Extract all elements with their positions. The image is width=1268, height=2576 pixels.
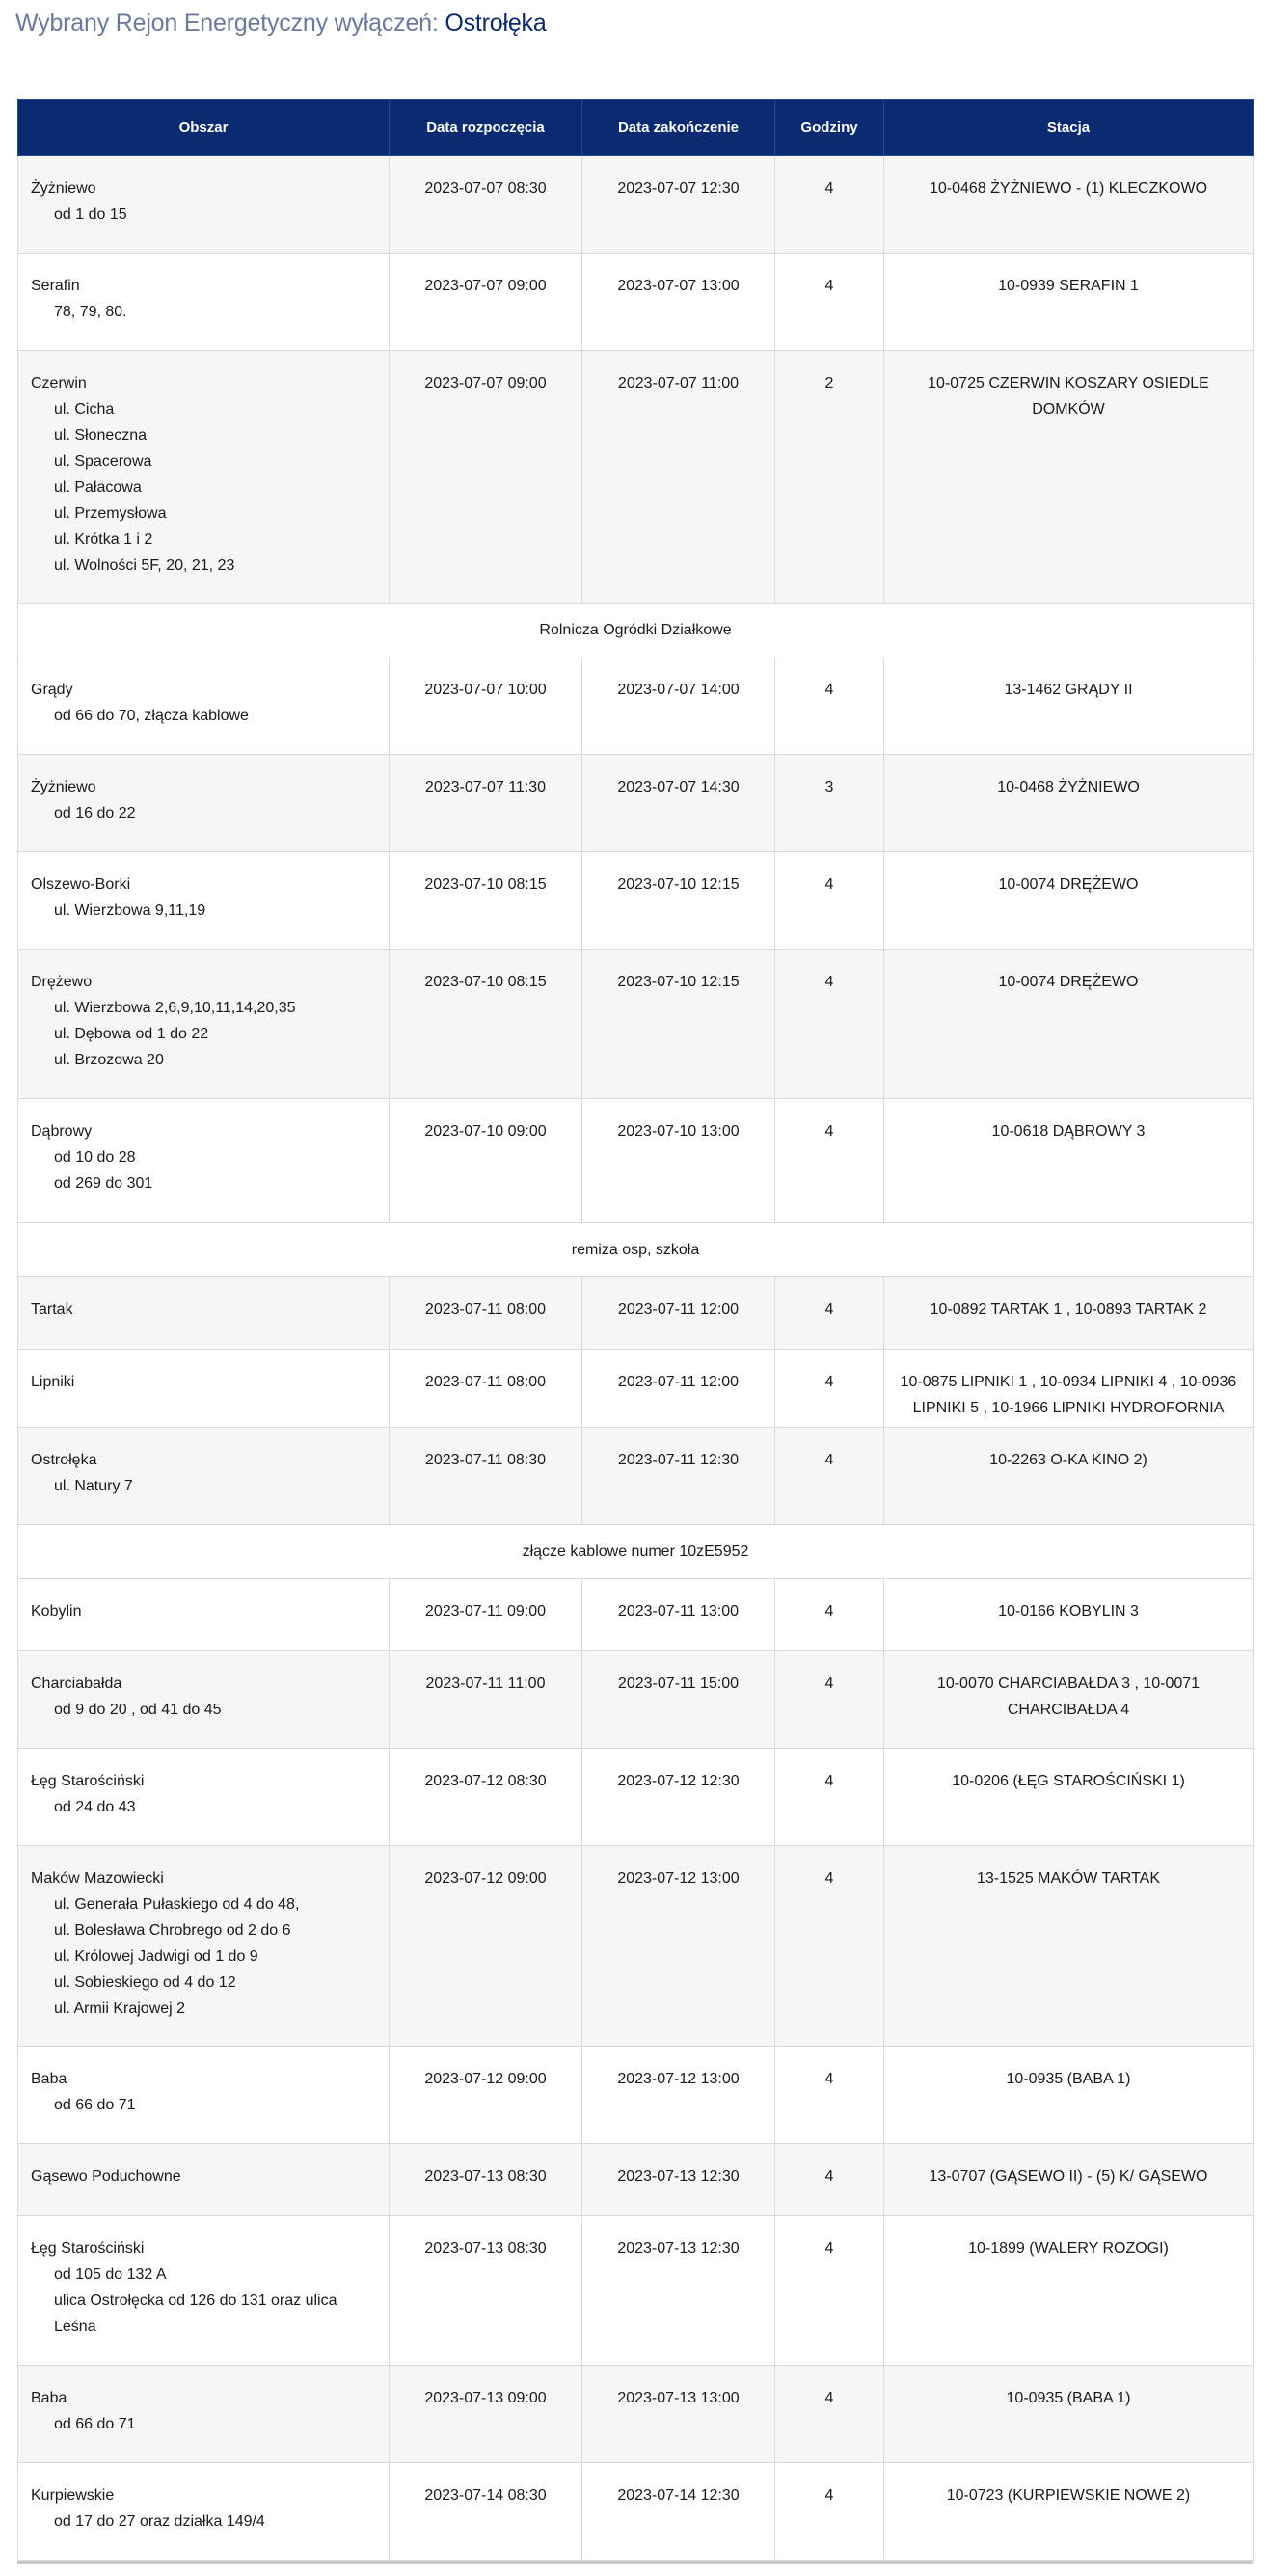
cell-hours: 4 bbox=[775, 2216, 884, 2366]
cell-area bbox=[18, 1428, 390, 1525]
cell-hours: 4 bbox=[775, 1350, 884, 1428]
cell-station: 10-0468 ŻYŻNIEWO bbox=[884, 755, 1254, 852]
outage-table-container bbox=[17, 99, 1253, 2561]
area-detail: ul. Wolności 5F, 20, 21, 23 bbox=[54, 557, 235, 574]
cell-station: 10-0206 (ŁĘG STAROŚCIŃSKI 1) bbox=[884, 1749, 1254, 1846]
cell-area bbox=[18, 2463, 390, 2561]
cell-hours: 4 bbox=[775, 950, 884, 1099]
cell-hours: 4 bbox=[775, 1749, 884, 1846]
cell-start-date: 2023-07-12 08:30 bbox=[390, 1749, 582, 1846]
row-note: remiza osp, szkoła bbox=[18, 1223, 1254, 1277]
cell-area bbox=[18, 2366, 390, 2463]
cell-hours: 4 bbox=[775, 2047, 884, 2144]
area-detail: od 24 do 43 bbox=[54, 1799, 136, 1815]
table-row bbox=[18, 254, 1254, 351]
area-detail: ul. Brzozowa 20 bbox=[54, 1052, 164, 1068]
area-name: Dąbrowy bbox=[31, 1123, 93, 1140]
cell-end-date: 2023-07-14 12:30 bbox=[582, 2463, 775, 2561]
area-name: Gąsewo Poduchowne bbox=[31, 2168, 181, 2185]
cell-area bbox=[18, 852, 390, 950]
cell-station: 10-0618 DĄBROWY 3 bbox=[884, 1099, 1254, 1223]
cell-area bbox=[18, 1579, 390, 1651]
cell-hours: 4 bbox=[775, 156, 884, 254]
cell-hours: 2 bbox=[775, 351, 884, 604]
cell-end-date: 2023-07-11 12:00 bbox=[582, 1277, 775, 1350]
table-row bbox=[18, 1651, 1254, 1749]
cell-area bbox=[18, 254, 390, 351]
table-row bbox=[18, 657, 1254, 755]
area-name: Baba bbox=[31, 2071, 67, 2087]
area-name: Żyżniewo bbox=[31, 180, 96, 197]
table-note-row bbox=[18, 1525, 1254, 1579]
cell-start-date: 2023-07-14 08:30 bbox=[390, 2463, 582, 2561]
cell-area bbox=[18, 2144, 390, 2216]
cell-station: 10-0070 CHARCIABAŁDA 3 , 10-0071 CHARCIBAŁDA 4 bbox=[884, 1651, 1254, 1749]
cell-start-date: 2023-07-11 08:30 bbox=[390, 1428, 582, 1525]
area-detail: ul. Bolesława Chrobrego od 2 do 6 bbox=[54, 1922, 291, 1939]
cell-area bbox=[18, 351, 390, 604]
cell-station: 10-0468 ŻYŻNIEWO - (1) KLECZKOWO bbox=[884, 156, 1254, 254]
cell-end-date: 2023-07-10 13:00 bbox=[582, 1099, 775, 1223]
cell-end-date: 2023-07-12 13:00 bbox=[582, 1846, 775, 2047]
cell-area bbox=[18, 657, 390, 755]
area-detail: ul. Natury 7 bbox=[54, 1478, 133, 1494]
area-name: Olszewo-Borki bbox=[31, 876, 131, 893]
area-detail: ul. Cicha bbox=[54, 401, 115, 417]
area-name: Maków Mazowiecki bbox=[31, 1870, 164, 1887]
cell-hours: 4 bbox=[775, 1651, 884, 1749]
cell-station: 10-2263 O-KA KINO 2) bbox=[884, 1428, 1254, 1525]
table-body bbox=[18, 156, 1254, 2561]
table-row bbox=[18, 351, 1254, 604]
cell-area bbox=[18, 950, 390, 1099]
cell-start-date: 2023-07-10 08:15 bbox=[390, 950, 582, 1099]
table-row bbox=[18, 2366, 1254, 2463]
area-detail: od 66 do 71 bbox=[54, 2416, 136, 2432]
cell-hours: 4 bbox=[775, 2366, 884, 2463]
cell-station: 13-1462 GRĄDY II bbox=[884, 657, 1254, 755]
cell-end-date: 2023-07-13 12:30 bbox=[582, 2144, 775, 2216]
area-name: Drężewo bbox=[31, 974, 93, 990]
cell-start-date: 2023-07-11 08:00 bbox=[390, 1277, 582, 1350]
area-detail: ulica Ostrołęcka od 126 do 131 oraz ulica bbox=[54, 2293, 337, 2309]
table-row bbox=[18, 1428, 1254, 1525]
cell-hours: 4 bbox=[775, 2463, 884, 2561]
cell-station: 10-0725 CZERWIN KOSZARY OSIEDLE DOMKÓW bbox=[884, 351, 1254, 604]
selected-region: Ostrołęka bbox=[445, 10, 547, 37]
cell-start-date: 2023-07-13 08:30 bbox=[390, 2216, 582, 2366]
cell-hours: 4 bbox=[775, 2144, 884, 2216]
area-name: Baba bbox=[31, 2390, 67, 2406]
table-bottom-border bbox=[17, 2561, 1253, 2564]
table-header-row bbox=[18, 100, 1254, 156]
cell-area bbox=[18, 2216, 390, 2366]
table-row bbox=[18, 1579, 1254, 1651]
cell-start-date: 2023-07-11 08:00 bbox=[390, 1350, 582, 1428]
table-header bbox=[18, 100, 1254, 156]
cell-hours: 4 bbox=[775, 1846, 884, 2047]
area-name: Tartak bbox=[31, 1301, 73, 1318]
table-row bbox=[18, 1099, 1254, 1223]
cell-start-date: 2023-07-13 09:00 bbox=[390, 2366, 582, 2463]
cell-end-date: 2023-07-10 12:15 bbox=[582, 852, 775, 950]
area-detail: 78, 79, 80. bbox=[54, 304, 127, 320]
area-detail: od 9 do 20 , od 41 do 45 bbox=[54, 1702, 222, 1718]
page-title-prefix: Wybrany Rejon Energetyczny wyłączeń: bbox=[15, 10, 445, 37]
cell-start-date: 2023-07-07 09:00 bbox=[390, 351, 582, 604]
area-name: Łęg Starościński bbox=[31, 2241, 145, 2257]
area-name: Serafin bbox=[31, 278, 80, 294]
cell-hours: 4 bbox=[775, 1579, 884, 1651]
cell-area bbox=[18, 1749, 390, 1846]
cell-end-date: 2023-07-13 13:00 bbox=[582, 2366, 775, 2463]
area-detail: od 105 do 132 A bbox=[54, 2267, 167, 2283]
cell-start-date: 2023-07-11 09:00 bbox=[390, 1579, 582, 1651]
area-detail: ul. Sobieskiego od 4 do 12 bbox=[54, 1974, 236, 1991]
table-row bbox=[18, 2047, 1254, 2144]
cell-station: 10-0723 (KURPIEWSKIE NOWE 2) bbox=[884, 2463, 1254, 2561]
table-note-row bbox=[18, 604, 1254, 657]
area-detail: ul. Krótka 1 i 2 bbox=[54, 531, 153, 548]
area-name: Żyżniewo bbox=[31, 779, 96, 795]
area-detail: od 1 do 15 bbox=[54, 206, 127, 223]
table-row bbox=[18, 2216, 1254, 2366]
cell-station: 10-0939 SERAFIN 1 bbox=[884, 254, 1254, 351]
table-note-row bbox=[18, 1223, 1254, 1277]
column-header-end[interactable]: Data zakończenie bbox=[582, 100, 775, 156]
cell-station: 10-0935 (BABA 1) bbox=[884, 2366, 1254, 2463]
area-name: Grądy bbox=[31, 682, 73, 698]
cell-station: 10-0074 DRĘŻEWO bbox=[884, 852, 1254, 950]
cell-end-date: 2023-07-12 12:30 bbox=[582, 1749, 775, 1846]
area-detail: ul. Wierzbowa 9,11,19 bbox=[54, 902, 206, 919]
column-header-start[interactable]: Data rozpoczęcia bbox=[390, 100, 582, 156]
column-header-station[interactable]: Stacja bbox=[884, 100, 1254, 156]
cell-start-date: 2023-07-07 09:00 bbox=[390, 254, 582, 351]
area-detail: od 17 do 27 oraz działka 149/4 bbox=[54, 2513, 265, 2530]
area-name: Kobylin bbox=[31, 1603, 82, 1620]
area-detail: od 16 do 22 bbox=[54, 805, 136, 821]
cell-station: 10-0166 KOBYLIN 3 bbox=[884, 1579, 1254, 1651]
area-detail: ul. Królowej Jadwigi od 1 do 9 bbox=[54, 1948, 258, 1965]
cell-start-date: 2023-07-12 09:00 bbox=[390, 2047, 582, 2144]
cell-hours: 4 bbox=[775, 657, 884, 755]
cell-start-date: 2023-07-13 08:30 bbox=[390, 2144, 582, 2216]
table-row bbox=[18, 2144, 1254, 2216]
table-row bbox=[18, 852, 1254, 950]
cell-start-date: 2023-07-10 08:15 bbox=[390, 852, 582, 950]
cell-end-date: 2023-07-13 12:30 bbox=[582, 2216, 775, 2366]
outage-table bbox=[17, 99, 1254, 2561]
table-row bbox=[18, 755, 1254, 852]
table-row bbox=[18, 1350, 1254, 1428]
row-note: Rolnicza Ogródki Działkowe bbox=[18, 604, 1254, 657]
cell-station: 13-1525 MAKÓW TARTAK bbox=[884, 1846, 1254, 2047]
cell-start-date: 2023-07-12 09:00 bbox=[390, 1846, 582, 2047]
row-note: złącze kablowe numer 10zE5952 bbox=[18, 1525, 1254, 1579]
page-title bbox=[15, 10, 547, 38]
cell-hours: 3 bbox=[775, 755, 884, 852]
area-detail: od 66 do 70, złącza kablowe bbox=[54, 708, 249, 724]
cell-station: 10-1899 (WALERY ROZOGI) bbox=[884, 2216, 1254, 2366]
cell-start-date: 2023-07-10 09:00 bbox=[390, 1099, 582, 1223]
cell-area bbox=[18, 156, 390, 254]
area-detail: ul. Słoneczna bbox=[54, 427, 148, 443]
cell-hours: 4 bbox=[775, 1277, 884, 1350]
cell-hours: 4 bbox=[775, 254, 884, 351]
cell-end-date: 2023-07-07 14:00 bbox=[582, 657, 775, 755]
cell-end-date: 2023-07-11 12:30 bbox=[582, 1428, 775, 1525]
cell-station: 10-0892 TARTAK 1 , 10-0893 TARTAK 2 bbox=[884, 1277, 1254, 1350]
cell-hours: 4 bbox=[775, 852, 884, 950]
area-detail: ul. Dębowa od 1 do 22 bbox=[54, 1026, 209, 1042]
cell-hours: 4 bbox=[775, 1099, 884, 1223]
table-row bbox=[18, 156, 1254, 254]
cell-end-date: 2023-07-11 15:00 bbox=[582, 1651, 775, 1749]
area-name: Czerwin bbox=[31, 375, 87, 391]
cell-station: 13-0707 (GĄSEWO II) - (5) K/ GĄSEWO bbox=[884, 2144, 1254, 2216]
cell-hours: 4 bbox=[775, 1428, 884, 1525]
table-row bbox=[18, 1749, 1254, 1846]
cell-area bbox=[18, 755, 390, 852]
cell-station: 10-0875 LIPNIKI 1 , 10-0934 LIPNIKI 4 , 10-0936 LIPNIKI 5 , 10-1966 LIPNIKI HYDROFORNIA bbox=[884, 1350, 1254, 1428]
cell-end-date: 2023-07-07 12:30 bbox=[582, 156, 775, 254]
area-name: Lipniki bbox=[31, 1374, 75, 1390]
cell-end-date: 2023-07-12 13:00 bbox=[582, 2047, 775, 2144]
cell-end-date: 2023-07-11 12:00 bbox=[582, 1350, 775, 1428]
area-name: Łęg Starościński bbox=[31, 1773, 145, 1789]
area-detail: ul. Wierzbowa 2,6,9,10,11,14,20,35 bbox=[54, 1000, 296, 1016]
cell-station: 10-0074 DRĘŻEWO bbox=[884, 950, 1254, 1099]
cell-area bbox=[18, 1350, 390, 1428]
cell-area bbox=[18, 2047, 390, 2144]
table-row bbox=[18, 1846, 1254, 2047]
cell-area bbox=[18, 1651, 390, 1749]
area-name: Kurpiewskie bbox=[31, 2487, 115, 2504]
cell-start-date: 2023-07-07 11:30 bbox=[390, 755, 582, 852]
table-row bbox=[18, 1277, 1254, 1350]
area-detail: od 10 do 28 bbox=[54, 1149, 136, 1166]
cell-start-date: 2023-07-07 10:00 bbox=[390, 657, 582, 755]
area-detail: ul. Armii Krajowej 2 bbox=[54, 2000, 186, 2017]
cell-end-date: 2023-07-11 13:00 bbox=[582, 1579, 775, 1651]
cell-end-date: 2023-07-10 12:15 bbox=[582, 950, 775, 1099]
area-name: Charciabałda bbox=[31, 1676, 122, 1692]
table-row bbox=[18, 2463, 1254, 2561]
area-detail: ul. Generała Pułaskiego od 4 do 48, bbox=[54, 1896, 300, 1913]
column-header-area[interactable]: Obszar bbox=[18, 100, 390, 156]
cell-area bbox=[18, 1099, 390, 1223]
area-detail: od 66 do 71 bbox=[54, 2097, 136, 2113]
area-detail: ul. Pałacowa bbox=[54, 479, 142, 496]
cell-end-date: 2023-07-07 13:00 bbox=[582, 254, 775, 351]
cell-end-date: 2023-07-07 14:30 bbox=[582, 755, 775, 852]
table-row bbox=[18, 950, 1254, 1099]
area-detail: ul. Przemysłowa bbox=[54, 505, 167, 522]
cell-station: 10-0935 (BABA 1) bbox=[884, 2047, 1254, 2144]
area-detail: od 269 do 301 bbox=[54, 1175, 153, 1192]
cell-start-date: 2023-07-07 08:30 bbox=[390, 156, 582, 254]
area-detail: ul. Spacerowa bbox=[54, 453, 152, 470]
cell-area bbox=[18, 1277, 390, 1350]
area-name: Ostrołęka bbox=[31, 1452, 97, 1468]
cell-end-date: 2023-07-07 11:00 bbox=[582, 351, 775, 604]
cell-start-date: 2023-07-11 11:00 bbox=[390, 1651, 582, 1749]
column-header-hours[interactable]: Godziny bbox=[775, 100, 884, 156]
area-detail: Leśna bbox=[54, 2319, 96, 2335]
cell-area bbox=[18, 1846, 390, 2047]
